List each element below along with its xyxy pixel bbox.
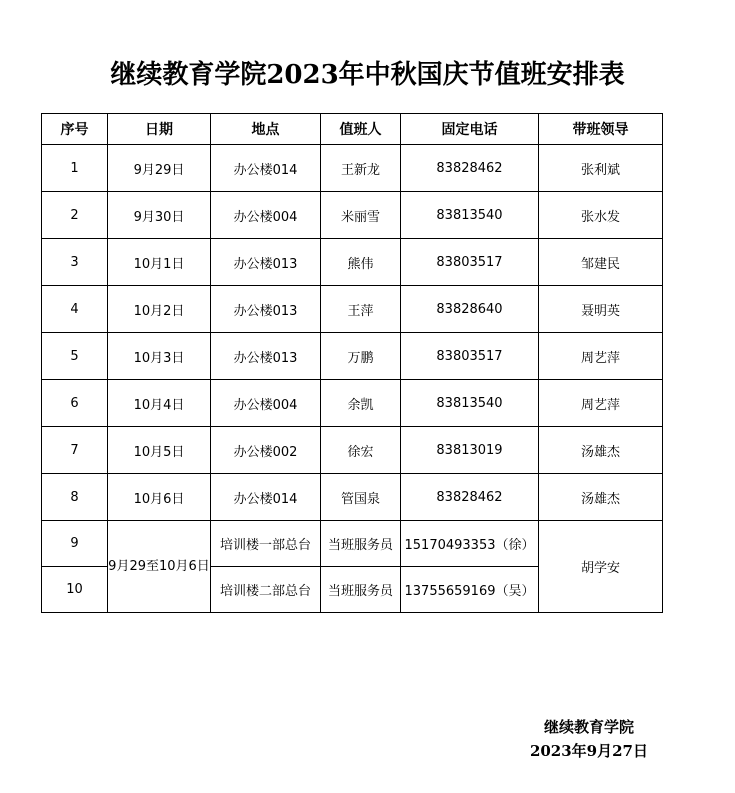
header-no: 序号	[42, 114, 108, 145]
header-phone: 固定电话	[401, 114, 539, 145]
cell-place: 办公楼004	[211, 380, 321, 427]
cell-person: 王萍	[321, 286, 401, 333]
cell-no: 9	[42, 521, 108, 567]
cell-place: 办公楼013	[211, 286, 321, 333]
cell-leader: 聂明英	[539, 286, 663, 333]
cell-phone: 13755659169（吴）	[401, 567, 539, 613]
cell-date: 9月29日	[108, 145, 211, 192]
cell-no: 2	[42, 192, 108, 239]
page-title: 继续教育学院2023年中秋国庆节值班安排表	[110, 60, 625, 90]
cell-phone: 83828462	[401, 474, 539, 521]
cell-person: 万鹏	[321, 333, 401, 380]
cell-place: 办公楼014	[211, 474, 321, 521]
cell-date: 10月6日	[108, 474, 211, 521]
table-row	[42, 333, 663, 380]
signature-block	[530, 715, 648, 763]
cell-leader: 周艺萍	[539, 333, 663, 380]
cell-phone: 15170493353（徐）	[401, 521, 539, 567]
table-row	[42, 427, 663, 474]
table-row	[42, 380, 663, 427]
cell-person: 米丽雪	[321, 192, 401, 239]
cell-place: 办公楼004	[211, 192, 321, 239]
cell-place: 办公楼013	[211, 239, 321, 286]
cell-phone: 83813019	[401, 427, 539, 474]
cell-person: 管国泉	[321, 474, 401, 521]
cell-date: 10月3日	[108, 333, 211, 380]
cell-place: 办公楼014	[211, 145, 321, 192]
cell-date: 10月2日	[108, 286, 211, 333]
cell-person: 当班服务员	[321, 521, 401, 567]
cell-date: 10月5日	[108, 427, 211, 474]
cell-leader: 邹建民	[539, 239, 663, 286]
cell-leader: 汤雄杰	[539, 427, 663, 474]
cell-no: 5	[42, 333, 108, 380]
cell-no: 6	[42, 380, 108, 427]
table-row	[42, 192, 663, 239]
cell-phone: 83803517	[401, 239, 539, 286]
cell-place: 办公楼002	[211, 427, 321, 474]
cell-leader-merged: 胡学安	[539, 521, 663, 613]
table-row	[42, 145, 663, 192]
cell-phone: 83803517	[401, 333, 539, 380]
cell-no: 4	[42, 286, 108, 333]
cell-leader: 张利斌	[539, 145, 663, 192]
cell-leader: 周艺萍	[539, 380, 663, 427]
header-place: 地点	[211, 114, 321, 145]
table-row	[42, 239, 663, 286]
cell-date: 10月1日	[108, 239, 211, 286]
cell-no: 1	[42, 145, 108, 192]
cell-no: 10	[42, 567, 108, 613]
header-date: 日期	[108, 114, 211, 145]
cell-place: 培训楼一部总台	[211, 521, 321, 567]
signature-org: 继续教育学院	[543, 718, 634, 736]
cell-person: 徐宏	[321, 427, 401, 474]
cell-leader: 张水发	[539, 192, 663, 239]
table-row	[42, 521, 663, 567]
cell-person: 王新龙	[321, 145, 401, 192]
cell-leader: 汤雄杰	[539, 474, 663, 521]
cell-date: 9月30日	[108, 192, 211, 239]
signature-date: 2023年9月27日	[529, 742, 648, 760]
cell-phone: 83813540	[401, 192, 539, 239]
duty-table	[41, 113, 663, 613]
cell-date: 10月4日	[108, 380, 211, 427]
table-row	[42, 474, 663, 521]
cell-person: 熊伟	[321, 239, 401, 286]
cell-person: 余凯	[321, 380, 401, 427]
cell-phone: 83813540	[401, 380, 539, 427]
cell-person: 当班服务员	[321, 567, 401, 613]
cell-place: 培训楼二部总台	[211, 567, 321, 613]
cell-phone: 83828640	[401, 286, 539, 333]
cell-no: 8	[42, 474, 108, 521]
cell-phone: 83828462	[401, 145, 539, 192]
cell-date-merged: 9月29至10月6日	[108, 521, 211, 613]
table-row	[42, 286, 663, 333]
header-leader: 带班领导	[539, 114, 663, 145]
cell-no: 3	[42, 239, 108, 286]
table-header-row	[42, 114, 663, 145]
cell-no: 7	[42, 427, 108, 474]
header-person: 值班人	[321, 114, 401, 145]
cell-place: 办公楼013	[211, 333, 321, 380]
